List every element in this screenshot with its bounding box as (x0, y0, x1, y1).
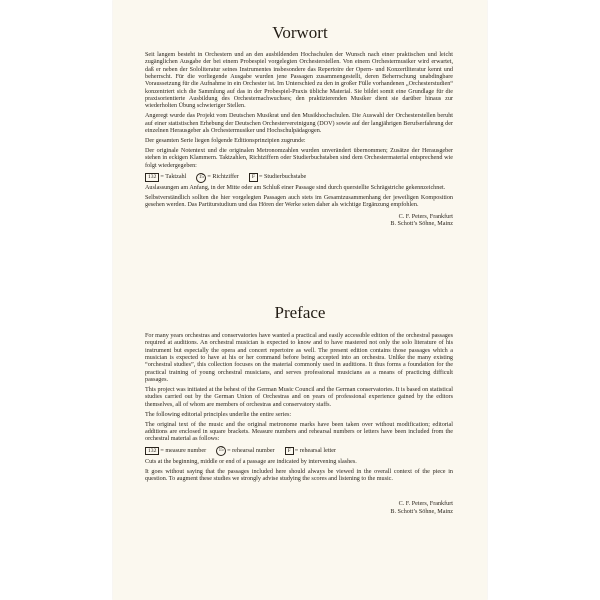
vorwort-paragraph-4: Der originale Notentext und die originalen Metronomzahlen wurden unverändert übernommen; Zusätze der Herausgeber stehen in eckigen Klammern. Taktzahlen, Richtziffern oder Studierbuchstaben sind dem Orchestermaterial entsprechend wie folgt wiedergegeben: (145, 147, 453, 169)
legend-item-rehearsal-number (196, 173, 238, 183)
legend-text: = Taktzahl (160, 173, 187, 180)
preface-paragraph-1: For many years orchestras and conservatories have wanted a practical and easily accessible edition of the orchestral passages required at auditions. An orchestral musician is expected to know and to have mastered not only the solo literature of his instrument but especially the opera and concert repertoire as well. The present edition contains those passages which a musician is expected to have at his or her command before being accepted into an orchestra. Unlike the many existing “orchestral studies”, this collection focuses on the material commonly used in auditions. It thus forms a foundation for the practical training of young orchestral musicians, and serves professional musicians as a means of practicing difficult passages. (145, 333, 453, 384)
legend-text: = rehearsal number (227, 447, 275, 454)
measure-number-box-symbol: 132 (145, 447, 159, 456)
signature-line-2: B. Schott’s Söhne, Mainz (390, 221, 453, 228)
preface-paragraph-4: The original text of the music and the original metronome marks have been taken over without modification; editorial additions are enclosed in square brackets. Measure numbers and rehearsal numbers or letters have been included from the orchestral material as follows: (145, 421, 453, 443)
signature-line-2: B. Schott’s Söhne, Mainz (390, 508, 453, 515)
vorwort-heading: Vorwort (272, 23, 328, 42)
preface-body (145, 333, 453, 516)
legend-text: = Richtziffer (207, 173, 239, 180)
legend-item-rehearsal-letter (285, 447, 336, 456)
legend-text: = Studierbuchstabe (258, 173, 307, 180)
preface-paragraph-6: It goes without saying that the passages included here should always be viewed in the overall context of the piece in question. To augment these studies we strongly advise studying the scores and listening to the music. (145, 468, 453, 483)
preface-symbol-legend (145, 446, 453, 456)
vorwort-paragraph-2: Angeregt wurde das Projekt vom Deutschen Musikrat und den Musikhochschulen. Die Auswahl der Orchesterstellen beruht auf einer statistischen Erhebung der Deutschen Orchestervereinigung (DOV) sowie auf der langjährigen Berufserfahrung der einzelnen Herausgeber als Orchestermusiker und Hochschulpädagogen. (145, 113, 453, 135)
vorwort-paragraph-6: Selbstverständlich sollten die hier vorgelegten Passagen auch stets im Gesamtzusammenhang der jeweiligen Komposition gesehen werden. Das Partiturstudium und das Hören der Werke seien daher als wichtige Ergänzung empfohlen. (145, 195, 453, 209)
rehearsal-number-circle-symbol: 15 (196, 173, 206, 183)
preface-signature (145, 501, 453, 516)
legend-item-measure (145, 447, 206, 456)
legend-item-rehearsal-letter (249, 173, 306, 182)
preface-heading: Preface (274, 303, 326, 322)
preface-paragraph-5: Cuts at the beginning, middle or end of a passage are indicated by intervening slashes. (145, 458, 357, 465)
document-page (113, 0, 487, 600)
preface-paragraph-3: The following editorial principles underlie the entire series: (145, 411, 292, 418)
vorwort-paragraph-1: Seit langem besteht in Orchestern und an den ausbildenden Hochschulen der Wunsch nach einer praktischen und leicht zugänglichen Ausgabe der bei einem Probespiel vorgelegten Orchesterstellen. Von einem Orchestermusiker wird erwartet, daß er neben der Sololiteratur seines Instrumentes insbesondere das Repertoire der Opern- und Konzertliteratur kennt und beherrscht. Für die vorliegende Ausgabe wurden jene Passagen zusammengestellt, deren Beherrschung unabdingbare Voraussetzung für die Aufnahme in ein Orchester ist. Im Unterschied zu den in großer Fülle vorhandenen „Orchesterstudien“ konzentriert sich die Sammlung auf das in der Probespiel-Praxis übliche Material. Sie bildet somit eine Grundlage für die praxisorientierte Ausbildung des Orchesternachwuchses; den praktizierenden Musiker dient sie darüber hinaus zur wiederholten Übung schwieriger Stellen. (145, 52, 453, 110)
legend-text: = rehearsal letter (294, 447, 337, 454)
rehearsal-letter-box-symbol: F (249, 173, 258, 182)
measure-number-box-symbol: 132 (145, 173, 159, 182)
preface-paragraph-2: This project was initiated at the behest of the German Music Council and the German conservatories. It is based on statistical studies carried out by the German Union of Orchestras and on years of professional experience gained by the editors themselves, all of whom are members of orchestras and conservatory staffs. (145, 387, 453, 408)
vorwort-paragraph-3: Der gesamten Serie liegen folgende Editionsprinzipien zugrunde: (145, 137, 306, 144)
vorwort-signature (145, 214, 453, 229)
legend-item-measure (145, 173, 186, 182)
legend-text: = measure number (160, 447, 207, 454)
legend-item-rehearsal-number (216, 446, 274, 456)
signature-line-1: C. F. Peters, Frankfurt (398, 213, 453, 220)
vorwort-body (145, 52, 453, 229)
signature-line-1: C. F. Peters, Frankfurt (398, 501, 453, 508)
vorwort-paragraph-5: Auslassungen am Anfang, in der Mitte oder am Schluß einer Passage sind durch querstellte Schrägstriche gekennzeichnet. (145, 185, 446, 192)
vorwort-symbol-legend (145, 173, 453, 183)
rehearsal-number-circle-symbol: 15 (216, 446, 226, 456)
rehearsal-letter-box-symbol: F (285, 447, 294, 456)
